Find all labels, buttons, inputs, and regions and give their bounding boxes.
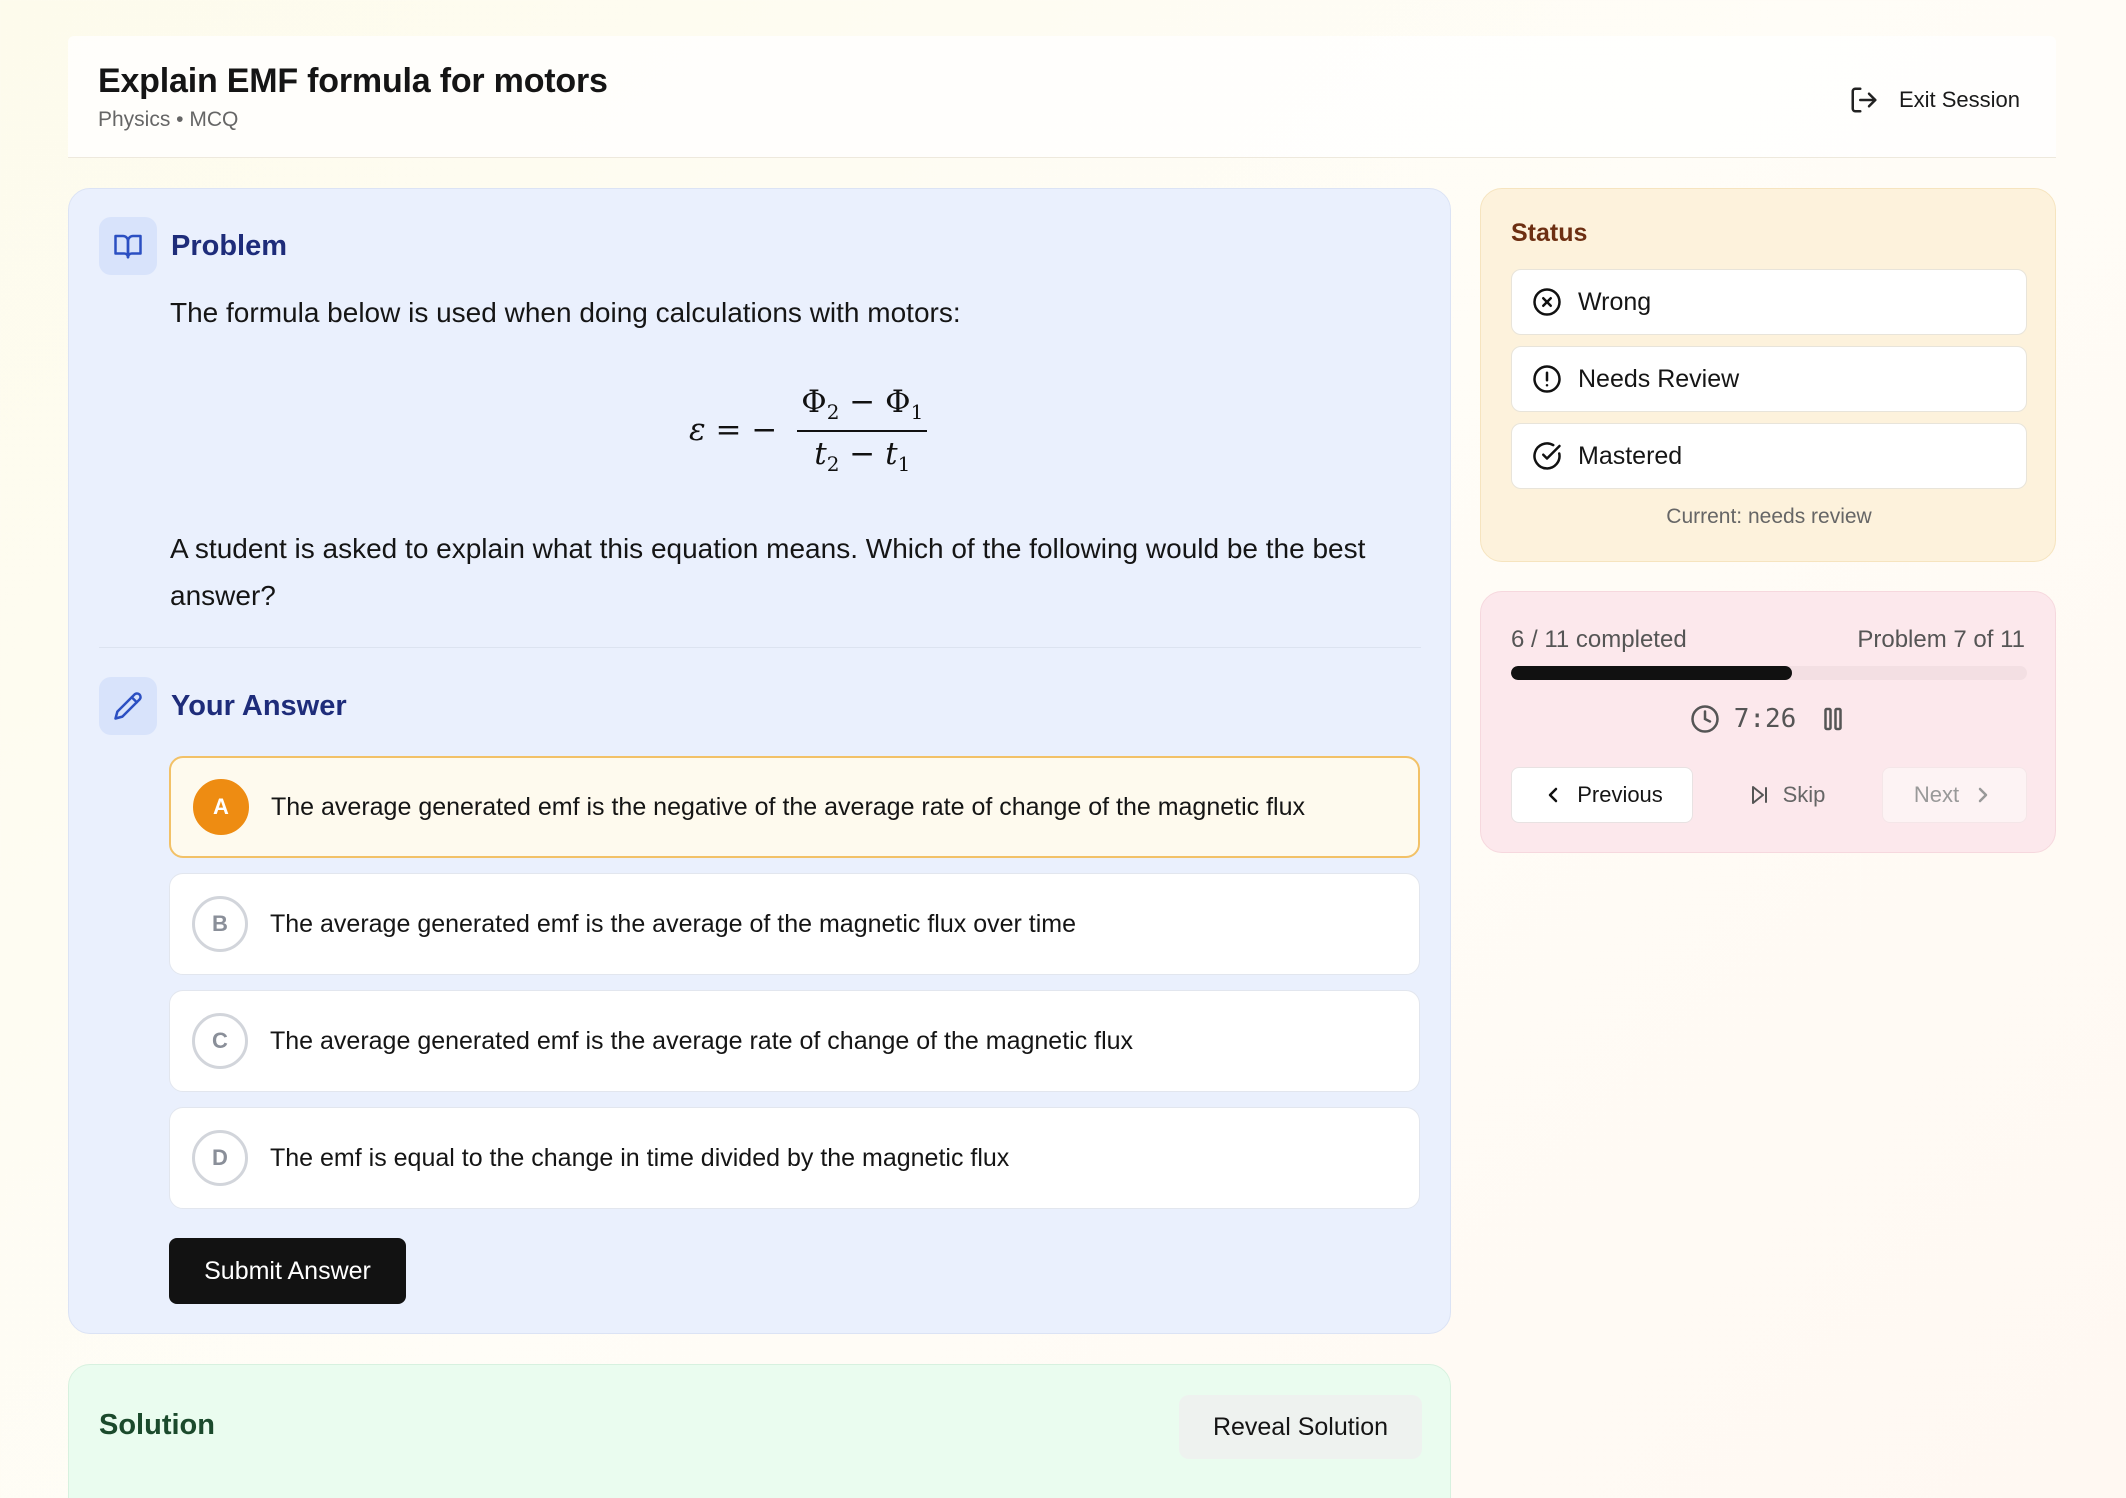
problem-intro: The formula below is used when doing calculations with motors:	[170, 297, 961, 328]
chevron-left-icon	[1541, 783, 1565, 807]
option-letter: B	[192, 896, 248, 952]
answer-title: Your Answer	[171, 689, 347, 722]
status-needs-review-label: Needs Review	[1578, 364, 1740, 393]
option-b[interactable]	[169, 873, 1420, 975]
status-needs-review-button[interactable]	[1511, 346, 2027, 412]
page-subtitle: Physics • MCQ	[98, 108, 239, 131]
skip-forward-icon	[1747, 783, 1771, 807]
formula-fraction	[797, 384, 927, 476]
problem-heading	[99, 217, 287, 275]
option-text: The average generated emf is the average rate of change of the magnetic flux	[270, 1026, 1134, 1055]
page-title: Explain EMF formula for motors	[98, 62, 608, 100]
formula-numerator: $\Phi_2 - \Phi_1$	[797, 384, 927, 432]
current-status-text: Current: needs review	[1666, 505, 1872, 528]
option-d[interactable]	[169, 1107, 1420, 1209]
option-text: The average generated emf is the average of the magnetic flux over time	[270, 909, 1077, 938]
clock-icon	[1690, 704, 1720, 734]
section-divider	[99, 647, 1421, 648]
status-wrong-label: Wrong	[1578, 287, 1652, 316]
chevron-right-icon	[1971, 783, 1995, 807]
timer-value: 7:26	[1733, 704, 1797, 734]
pause-icon	[1818, 704, 1848, 734]
progress-bar-fill	[1511, 666, 1792, 680]
pause-button[interactable]	[1818, 704, 1848, 734]
option-c[interactable]	[169, 990, 1420, 1092]
exit-session-button[interactable]	[1849, 80, 2020, 120]
emf-formula	[689, 384, 927, 476]
reveal-solution-button[interactable]: Reveal Solution	[1179, 1395, 1422, 1459]
option-text: The emf is equal to the change in time divided by the magnetic flux	[270, 1143, 1010, 1172]
option-letter: A	[193, 779, 249, 835]
check-circle-icon	[1532, 441, 1562, 471]
problem-title: Problem	[171, 229, 288, 262]
option-text: The average generated emf is the negative of the average rate of change of the magnetic flux	[271, 792, 1305, 821]
previous-label: Previous	[1577, 782, 1663, 807]
previous-button[interactable]	[1511, 767, 1693, 823]
session-header	[68, 36, 2056, 158]
formula-lhs: ε = −	[689, 412, 778, 449]
option-letter: D	[192, 1130, 248, 1186]
problem-question: A student is asked to explain what this equation means. Which of the following would be the best answer?	[170, 533, 1366, 611]
option-a[interactable]	[169, 756, 1420, 858]
status-title: Status	[1511, 219, 1588, 247]
solution-card	[68, 1364, 1451, 1498]
completed-count: 6 / 11 completed	[1511, 626, 1687, 653]
status-mastered-button[interactable]	[1511, 423, 2027, 489]
option-letter: C	[192, 1013, 248, 1069]
status-mastered-label: Mastered	[1578, 441, 1683, 470]
progress-bar	[1511, 666, 2027, 680]
book-open-icon	[99, 217, 157, 275]
x-circle-icon	[1532, 287, 1562, 317]
log-out-icon	[1849, 85, 1879, 115]
pencil-icon	[99, 677, 157, 735]
next-label: Next	[1913, 782, 1960, 807]
answer-options	[169, 756, 1420, 1224]
exit-session-label: Exit Session	[1898, 87, 2020, 112]
alert-circle-icon	[1532, 364, 1562, 394]
status-card	[1480, 188, 2056, 562]
formula-denominator: $t_2 - t_1$	[814, 436, 911, 477]
submit-answer-button[interactable]: Submit Answer	[169, 1238, 406, 1304]
answer-heading	[99, 677, 347, 735]
status-wrong-button[interactable]	[1511, 269, 2027, 335]
progress-card	[1480, 591, 2056, 853]
problem-position: Problem 7 of 11	[1857, 626, 2025, 653]
next-button[interactable]	[1882, 767, 2027, 823]
skip-label: Skip	[1782, 782, 1826, 807]
solution-title: Solution	[99, 1409, 215, 1441]
session-timer	[1481, 704, 2057, 734]
skip-button[interactable]	[1731, 767, 1841, 823]
